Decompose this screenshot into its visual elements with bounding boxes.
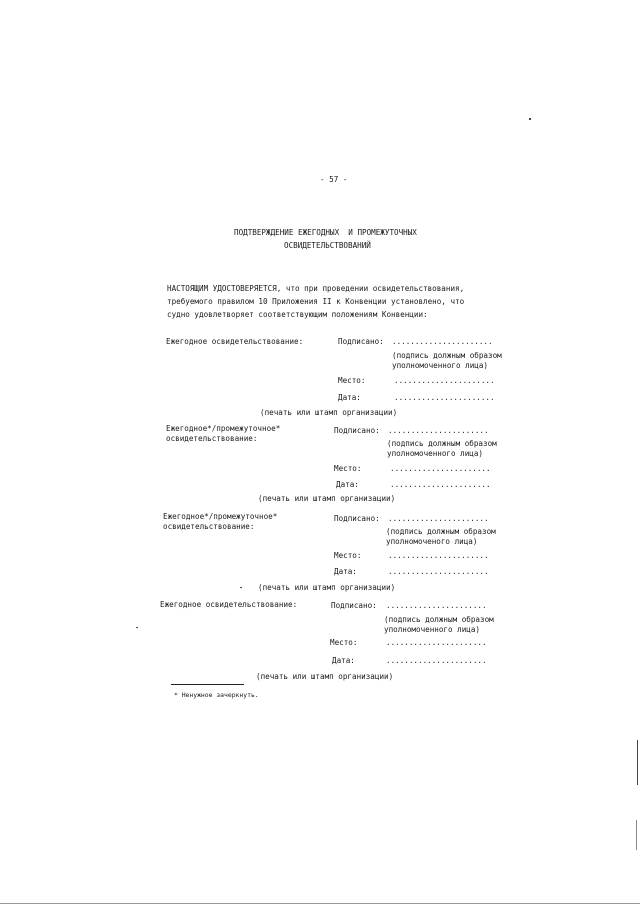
scan-speck [240,587,242,588]
block-2-signature-note-1: (подпись должным образом [387,439,497,448]
block-2-signed-label: Подписано: [334,426,380,435]
block-4-date-dots: ...................... [386,656,487,665]
scan-speck [136,627,138,628]
block-1-date-label: Дата: [338,393,361,402]
scan-edge-mark [636,820,637,850]
block-3-seal-note: (печать или штамп организации) [258,583,396,592]
block-3-signature-note-1: (подпись должным образом [386,527,496,536]
block-3-place-dots: ...................... [388,551,489,560]
intro-line-1: НАСТОЯЩИМ УДОСТОВЕРЯЕТСЯ, что при проведении освидетельствования, [167,284,465,293]
block-1-signature-note-2: уполномоченного лица) [392,361,489,370]
block-4-signature-note-1: (подпись должным образом [384,615,494,624]
block-1-survey-label: Ежегодное освидетельствование: [166,337,304,346]
block-4-survey-label: Ежегодное освидетельствование: [160,600,298,609]
block-2-survey-label-1: Ежегодное*/промежуточное* [166,424,281,433]
block-2-place-label: Место: [334,464,362,473]
block-4-place-label: Место: [330,638,358,647]
block-4-place-dots: ...................... [386,638,487,647]
intro-line-2: требуемого правилом 10 Приложения II к Конвенции установлено, что [167,297,465,306]
block-3-survey-label-1: Ежегодное*/промежуточное* [163,512,278,521]
block-2-place-dots: ...................... [390,464,491,473]
block-2-survey-label-2: освидетельствование: [166,434,258,443]
block-1-place-dots: ...................... [394,376,495,385]
document-title-line-2: ОСВИДЕТЕЛЬСТВОВАНИЙ [284,241,371,250]
block-1-place-label: Место: [338,376,366,385]
block-4-seal-note: (печать или штамп организации) [256,672,394,681]
block-2-date-label: Дата: [336,480,359,489]
intro-line-3: судно удовлетворяет соответствующим положениям Конвенции: [167,310,428,319]
block-3-signed-dots: ...................... [388,514,489,523]
block-1-signed-label: Подписано: [338,337,384,346]
block-2-signed-dots: ...................... [388,426,489,435]
block-4-signed-label: Подписано: [331,601,377,610]
block-2-date-dots: ...................... [390,480,491,489]
block-3-signed-label: Подписано: [334,514,380,523]
block-1-seal-note: (печать или штамп организации) [260,408,398,417]
footnote-separator [171,684,244,685]
block-4-signature-note-2: уполномоченного лица) [384,625,481,634]
block-2-signature-note-2: уполномоченного лица) [387,449,484,458]
block-3-date-dots: ...................... [388,567,489,576]
block-1-signature-note-1: (подпись должным образом [392,351,502,360]
scan-bottom-edge [0,903,640,904]
footnote: * Ненужное зачеркнуть. [174,691,259,699]
scan-speck [529,118,531,120]
page-number: - 57 - [320,175,348,184]
block-3-date-label: Дата: [334,567,357,576]
block-1-date-dots: ...................... [394,393,495,402]
block-3-place-label: Место: [334,551,362,560]
block-1-signed-dots: ...................... [392,337,493,346]
document-title-line-1: ПОДТВЕРЖДЕНИЕ ЕЖЕГОДНЫХ И ПРОМЕЖУТОЧНЫХ [234,228,417,237]
block-3-survey-label-2: освидетельствование: [163,522,255,531]
block-4-signed-dots: ...................... [386,601,487,610]
block-3-signature-note-2: уполномоченого лица) [386,537,478,546]
block-4-date-label: Дата: [332,656,355,665]
block-2-seal-note: (печать или штамп организации) [258,494,396,503]
scan-edge-mark [637,740,638,785]
